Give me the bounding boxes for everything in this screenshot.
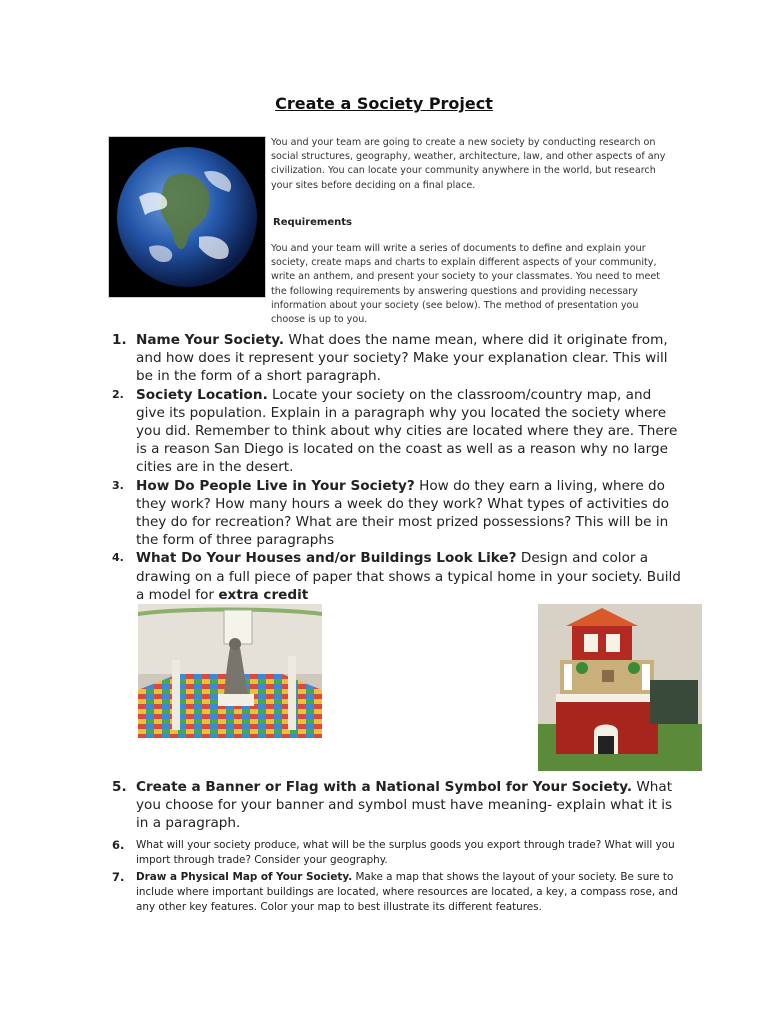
extra-credit-label: extra credit — [218, 586, 309, 603]
list-item — [112, 386, 682, 477]
item-text: What will your society produce, what will be the surplus goods you export through trade? What will you import through trade? Consider your geography. — [136, 839, 675, 866]
item-text: What you choose for your banner and symbol must have meaning- explain what it is in a paragraph. — [136, 779, 673, 832]
requirements-heading: Requirements — [273, 217, 352, 228]
requirements-list — [112, 331, 682, 604]
item-number: 5. — [112, 779, 127, 795]
earth-image — [108, 136, 266, 298]
list-item — [112, 331, 682, 386]
intro-text: You and your team are going to create a new society by conducting research on social structures, geography, weather, architecture, law, and other aspects of any civilization. You can locate your community anywhere in the world, but research your sites before deciding on a final place. — [271, 137, 666, 191]
list-item — [112, 549, 682, 604]
item-heading: Name Your Society. — [136, 332, 285, 348]
item-text: What does the name mean, where did it originate from, and how does it represent your society? Make your explanation clear. This will be in the form of a short paragraph. — [136, 332, 668, 385]
item-number: 4. — [112, 551, 124, 565]
page-title: Create a Society Project — [275, 94, 493, 113]
item-heading: What Do Your Houses and/or Buildings Look Like? — [136, 550, 517, 567]
item-heading: Draw a Physical Map of Your Society. — [136, 871, 353, 883]
item-text: How do they earn a living, where do they work? How many hours a week do they work? What types of activities do they do for recreation? What are their most prized possessions? This will be in the form of three paragraphs — [136, 477, 670, 549]
list-item — [112, 838, 682, 868]
list-item-5 — [112, 778, 682, 833]
item-text: Locate your society on the classroom/country map, and give its population. Explain in a paragraph why you located the society where you did. Remember to think about why cities are located where they are. There is a reason San Diego is located on the coast as well as a reason why no large cities are in the desert. — [136, 386, 678, 476]
item-number: 6. — [112, 838, 125, 852]
list-item — [112, 870, 682, 915]
house-model-photo — [538, 604, 702, 771]
list-item — [112, 778, 682, 833]
list-item — [112, 477, 682, 550]
item-heading: Society Location. — [136, 386, 268, 403]
item-heading: Create a Banner or Flag with a National Symbol for Your Society. — [136, 779, 633, 795]
statue-model-photo — [138, 604, 322, 738]
item-number: 2. — [112, 387, 124, 401]
item-heading: How Do People Live in Your Society? — [136, 477, 415, 494]
list-item-7 — [112, 866, 682, 915]
item-number: 7. — [112, 870, 125, 884]
item-number: 3. — [112, 478, 124, 492]
intro-paragraph — [271, 136, 671, 193]
list-item-6 — [112, 834, 682, 868]
item-text: Make a map that shows the layout of your society. Be sure to include where important buildings are located, where resources are located, a key, a compass rose, and any other key features. Color your map to best illustrate its different features. — [136, 871, 678, 913]
item-number: 1. — [112, 332, 127, 348]
item-text: Design and color a drawing on a full piece of paper that shows a typical home in your society. Build a model for — [136, 550, 681, 603]
requirements-text: You and your team will write a series of documents to define and explain your society, create maps and charts to explain different aspects of your community, write an anthem, and present your society to your classmates. You need to meet the following requirements by answering questions and providing necessary information about your society (see below). The method of presentation you choose is up to you. — [271, 243, 661, 326]
